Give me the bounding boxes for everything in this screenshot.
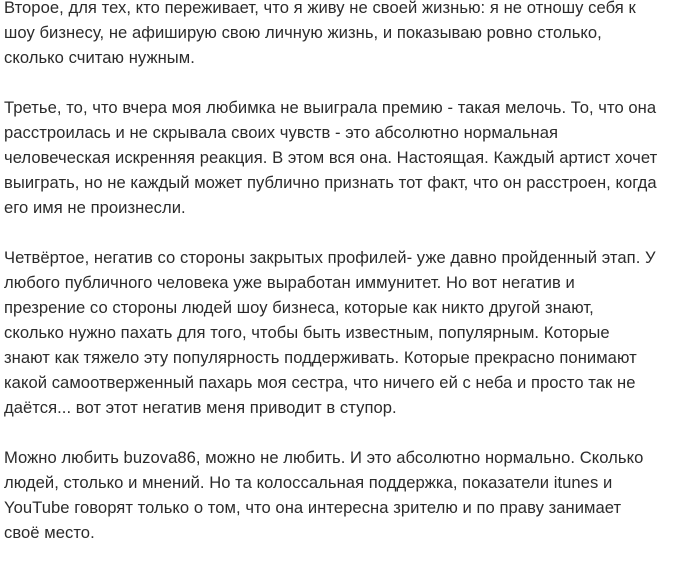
paragraph-third xyxy=(4,95,696,220)
text-line: человеческая искренняя реакция. В этом вся она. Настоящая. Каждый артист хочет xyxy=(4,148,658,167)
text-line: даётся... вот этот негатив меня приводит в ступор. xyxy=(4,398,397,417)
text-line: Четвёртое, негатив со стороны закрытых профилей- уже давно пройденный этап. У xyxy=(4,248,656,267)
text-line: его имя не произнесли. xyxy=(4,198,186,217)
text-line: выиграть, но не каждый может публично признать тот факт, что он расстроен, когда xyxy=(4,173,657,192)
text-line: любого публичного человека уже выработан иммунитет. Но вот негатив и xyxy=(4,273,575,292)
text-line: расстроилась и не скрывала своих чувств - это абсолютно нормальная xyxy=(4,123,559,142)
text-line: сколько считаю нужным. xyxy=(4,48,195,67)
paragraph-fifth xyxy=(4,445,696,545)
text-line: людей, столько и мнений. Но та колоссальная поддержка, показатели itunes и xyxy=(4,473,613,492)
paragraph-second xyxy=(4,0,696,70)
text-line: Можно любить buzova86, можно не любить. И это абсолютно нормально. Сколько xyxy=(4,448,644,467)
article-text xyxy=(4,0,696,570)
text-line: какой самоотверженный пахарь моя сестра, что ничего ей с неба и просто так не xyxy=(4,373,636,392)
text-line: сколько нужно пахать для того, чтобы быть известным, популярным. Которые xyxy=(4,323,610,342)
paragraph-fourth xyxy=(4,245,696,420)
text-line: презрение со стороны людей шоу бизнеса, которые как никто другой знают, xyxy=(4,298,594,317)
text-line: шоу бизнесу, не афиширую свою личную жизнь, и показываю ровно столько, xyxy=(4,23,602,42)
text-line: Второе, для тех, кто переживает, что я живу не своей жизнью: я не отношу себя к xyxy=(4,0,636,17)
text-line: знают как тяжело эту популярность поддерживать. Которые прекрасно понимают xyxy=(4,348,637,367)
text-line: YouTube говорят только о том, что она интересна зрителю и по праву занимает xyxy=(4,498,622,517)
text-line: своё место. xyxy=(4,523,95,542)
text-line: Третье, то, что вчера моя любимка не выиграла премию - такая мелочь. То, что она xyxy=(4,98,657,117)
